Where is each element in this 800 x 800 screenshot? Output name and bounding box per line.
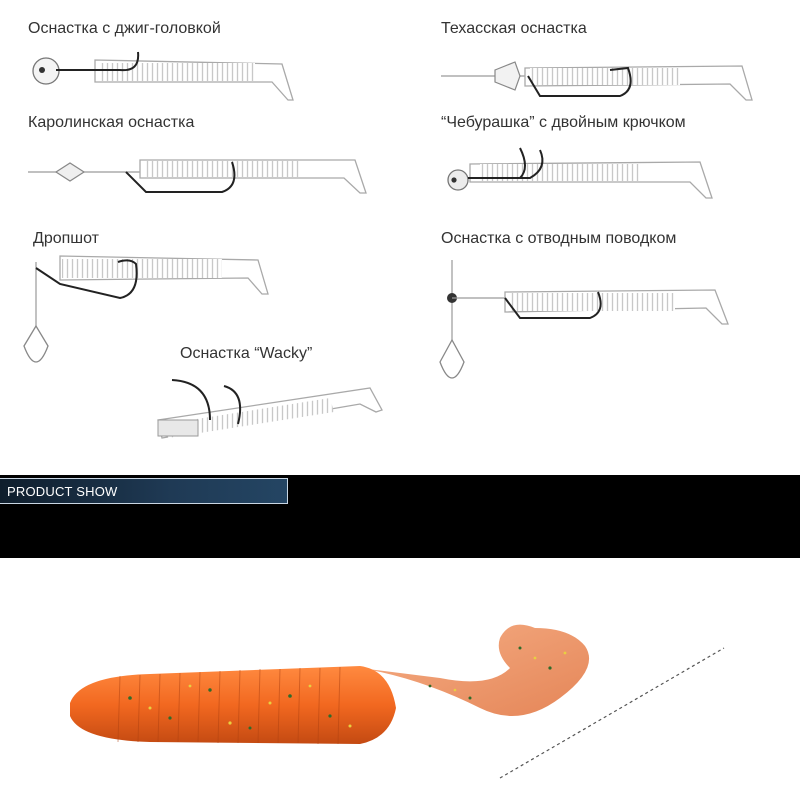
section-title: PRODUCT SHOW xyxy=(7,484,118,499)
wacky-rig-figure xyxy=(158,380,382,438)
jig-rig-figure xyxy=(33,52,293,100)
section-tab xyxy=(0,478,288,504)
leader-rig-figure xyxy=(440,260,728,378)
rig-label-texas: Техасская оснастка xyxy=(441,20,587,37)
rig-label-cheburashka: “Чебурашка” с двойным крючком xyxy=(441,114,686,131)
section-banner xyxy=(0,475,800,558)
texas-rig-figure xyxy=(441,62,752,100)
rig-label-carolina: Каролинская оснастка xyxy=(28,114,195,131)
dropshot-rig-figure xyxy=(24,256,268,362)
rig-label-jig: Оснастка с джиг-головкой xyxy=(28,20,221,37)
cheburashka-weight xyxy=(448,170,468,190)
jig-head xyxy=(33,58,59,84)
product-photo xyxy=(0,558,800,800)
carolina-rig-figure xyxy=(28,160,366,193)
rig-label-dropshot: Дропшот xyxy=(33,230,100,247)
rig-label-leader: Оснастка с отводным поводком xyxy=(441,230,677,247)
rig-label-wacky: Оснастка “Wacky” xyxy=(180,345,313,362)
lure-photo xyxy=(70,625,589,744)
cheburashka-rig-figure xyxy=(448,148,712,198)
